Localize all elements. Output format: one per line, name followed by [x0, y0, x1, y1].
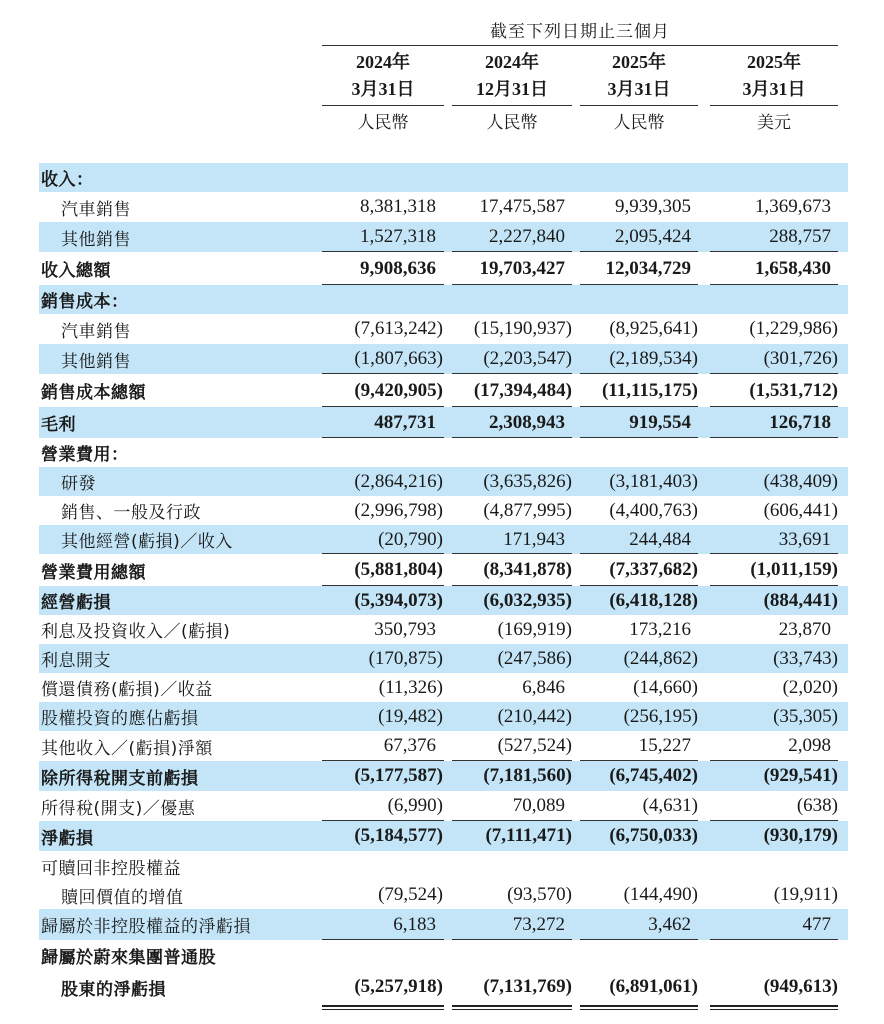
income-statement-table	[39, 163, 848, 1003]
table-row	[39, 971, 848, 1003]
cell-value: (256,195)	[623, 705, 698, 727]
cell-value: (301,726)	[763, 348, 838, 369]
cell-value: (247,586)	[497, 647, 572, 669]
cell-value: (527,524)	[497, 735, 572, 756]
cell-value: 1,527,318	[360, 226, 436, 247]
cell-value	[322, 438, 443, 467]
row-label: 可贖回非控股權益	[41, 858, 181, 879]
row-label: 研發	[61, 474, 96, 494]
table-row	[39, 851, 848, 881]
cell-value: (929,541)	[763, 765, 838, 786]
cell-value: (169,919)	[497, 618, 572, 640]
row-label: 收入總額	[41, 261, 111, 281]
cell-value: (210,442)	[497, 705, 572, 727]
column-year: 2025年	[747, 52, 801, 72]
cell-value: (930,179)	[763, 825, 838, 846]
row-label: 營業費用總額	[41, 562, 146, 583]
cell-value: (6,891,061)	[609, 976, 698, 997]
cell-value: 2,227,840	[489, 226, 565, 247]
cell-value	[580, 285, 698, 314]
cell-value: 919,554	[629, 411, 691, 433]
table-row	[39, 673, 848, 702]
total-double-rule	[580, 1005, 698, 1010]
table-row	[39, 285, 848, 314]
cell-value: (15,190,937)	[473, 318, 572, 339]
cell-value: 1,369,673	[755, 196, 831, 217]
table-row	[39, 644, 848, 673]
row-label: 毛利	[41, 415, 76, 435]
cell-value: (5,881,804)	[354, 559, 443, 580]
cell-value: 23,870	[778, 618, 831, 640]
cell-value	[710, 851, 838, 881]
cell-value	[452, 851, 572, 881]
row-label: 收入：	[41, 170, 94, 190]
row-label: 歸屬於蔚來集團普通股	[41, 948, 216, 968]
period-rule	[322, 45, 838, 46]
row-label: 其他經營(虧損)／收入	[61, 532, 233, 552]
cell-value	[452, 163, 572, 192]
column-year: 2024年	[485, 52, 539, 72]
cell-value: (11,115,175)	[601, 379, 698, 401]
total-double-rule	[452, 1005, 572, 1010]
cell-value: (2,203,547)	[483, 348, 572, 369]
table-row	[39, 252, 848, 285]
column-date: 12月31日	[476, 79, 548, 99]
cell-value	[322, 285, 443, 314]
table-row	[39, 586, 848, 615]
cell-value: (9,420,905)	[354, 379, 443, 401]
table-row	[39, 791, 848, 821]
cell-value: (170,875)	[368, 647, 443, 669]
column-year: 2024年	[356, 52, 410, 72]
cell-value: (3,635,826)	[483, 470, 572, 492]
cell-value: (20,790)	[378, 528, 443, 550]
table-row	[39, 467, 848, 496]
cell-value: (6,418,128)	[609, 589, 698, 611]
cell-value: (19,911)	[773, 884, 838, 905]
cell-value: (4,877,995)	[483, 499, 572, 521]
cell-value	[452, 940, 572, 971]
cell-value: 171,943	[503, 528, 565, 550]
table-row	[39, 615, 848, 644]
cell-value: 288,757	[769, 226, 831, 247]
cell-value: (1,011,159)	[750, 559, 838, 580]
cell-value	[322, 163, 443, 192]
table-row	[39, 407, 848, 438]
column-rule	[322, 105, 444, 106]
cell-value: 67,376	[383, 735, 436, 756]
cell-value: (1,229,986)	[749, 318, 838, 339]
cell-value: (2,189,534)	[609, 348, 698, 369]
column-currency: 人民幣	[486, 113, 538, 133]
table-row	[39, 821, 848, 851]
row-label: 銷售成本：	[41, 292, 129, 312]
cell-value	[322, 940, 443, 971]
cell-value: 8,381,318	[360, 196, 436, 217]
table-row	[39, 881, 848, 909]
cell-value: (14,660)	[633, 676, 698, 698]
cell-value: 477	[802, 913, 831, 935]
cell-value: (1,807,663)	[354, 348, 443, 369]
row-label: 營業費用：	[41, 445, 129, 465]
row-label: 利息及投資收入／(虧損)	[41, 622, 231, 642]
cell-value: 244,484	[629, 528, 691, 550]
cell-value: 70,089	[512, 795, 565, 816]
column-date: 3月31日	[607, 79, 671, 99]
cell-value: (7,613,242)	[354, 318, 443, 339]
table-row	[39, 761, 848, 791]
table-row	[39, 702, 848, 731]
cell-value: (638)	[796, 795, 838, 816]
cell-value: (7,131,769)	[483, 976, 572, 997]
column-rule	[710, 105, 838, 106]
column-rule	[452, 105, 572, 106]
cell-value: (6,745,402)	[609, 765, 698, 786]
cell-value: 6,846	[522, 676, 565, 698]
cell-value: (93,570)	[507, 884, 572, 905]
cell-value: 15,227	[638, 735, 691, 756]
cell-value	[452, 438, 572, 467]
table-row	[39, 163, 848, 192]
column-currency: 美元	[757, 113, 791, 133]
cell-value: 3,462	[648, 913, 691, 935]
cell-value: (4,631)	[642, 795, 698, 816]
cell-value: (7,181,560)	[483, 765, 572, 786]
table-row	[39, 525, 848, 554]
row-label: 償還債務(虧損)／收益	[41, 680, 213, 700]
cell-value: 126,718	[769, 411, 831, 433]
table-row	[39, 374, 848, 407]
table-row	[39, 314, 848, 344]
cell-value: (244,862)	[623, 647, 698, 669]
cell-value: (884,441)	[763, 589, 838, 611]
cell-value: 19,703,427	[479, 257, 565, 279]
table-row	[39, 222, 848, 252]
table-row	[39, 554, 848, 586]
cell-value: (17,394,484)	[473, 379, 572, 401]
cell-value: (8,341,878)	[483, 559, 572, 580]
cell-value: (7,337,682)	[609, 559, 698, 580]
column-header-2	[580, 49, 698, 138]
cell-value	[580, 163, 698, 192]
cell-value	[710, 163, 838, 192]
cell-value	[452, 285, 572, 314]
row-label: 淨虧損	[41, 828, 94, 849]
cell-value: (5,177,587)	[354, 765, 443, 786]
column-rule	[580, 105, 698, 106]
row-label: 其他收入／(虧損)淨額	[41, 738, 213, 759]
cell-value	[710, 438, 838, 467]
cell-value: (11,326)	[378, 676, 443, 698]
column-date: 3月31日	[351, 79, 415, 99]
column-year: 2025年	[612, 52, 666, 72]
row-label: 經營虧損	[41, 593, 111, 613]
column-currency: 人民幣	[613, 113, 665, 133]
column-date: 3月31日	[742, 79, 806, 99]
column-header-3	[710, 49, 838, 138]
row-label: 除所得稅開支前虧損	[41, 768, 199, 789]
cell-value: (8,925,641)	[609, 318, 698, 339]
column-header-0	[322, 49, 444, 138]
cell-value: (6,032,935)	[483, 589, 572, 611]
cell-value: (5,394,073)	[354, 589, 443, 611]
cell-value: 487,731	[374, 411, 436, 433]
cell-value	[580, 940, 698, 971]
cell-value: (4,400,763)	[609, 499, 698, 521]
cell-value: (606,441)	[763, 499, 838, 521]
cell-value: (7,111,471)	[485, 825, 572, 846]
cell-value: (2,864,216)	[354, 470, 443, 492]
total-double-rule	[710, 1005, 838, 1010]
column-currency: 人民幣	[357, 113, 409, 133]
row-label: 股權投資的應佔虧損	[41, 709, 199, 729]
cell-value: 12,034,729	[605, 257, 691, 279]
row-label: 所得稅(開支)／優惠	[41, 798, 196, 819]
cell-value: 1,658,430	[755, 257, 831, 279]
cell-value: (1,531,712)	[749, 379, 838, 401]
table-row	[39, 940, 848, 971]
row-label: 銷售成本總額	[41, 383, 146, 403]
cell-value: (19,482)	[378, 705, 443, 727]
cell-value: (949,613)	[763, 976, 838, 997]
cell-value: (6,990)	[387, 795, 443, 816]
row-label: 汽車銷售	[61, 321, 131, 342]
cell-value: (5,184,577)	[354, 825, 443, 846]
cell-value: (2,996,798)	[354, 499, 443, 521]
cell-value: 17,475,587	[479, 196, 565, 217]
cell-value: 73,272	[512, 913, 565, 935]
period-title: 截至下列日期止三個月	[490, 22, 670, 42]
cell-value: (144,490)	[623, 884, 698, 905]
row-label: 其他銷售	[61, 229, 131, 250]
cell-value: 33,691	[778, 528, 831, 550]
row-label: 贖回價值的增值	[61, 887, 184, 908]
cell-value	[580, 851, 698, 881]
table-row	[39, 192, 848, 222]
cell-value: 9,939,305	[615, 196, 691, 217]
cell-value: (3,181,403)	[609, 470, 698, 492]
row-label: 其他銷售	[61, 351, 131, 372]
cell-value: (35,305)	[773, 705, 838, 727]
table-row	[39, 344, 848, 374]
table-row	[39, 731, 848, 761]
cell-value: 173,216	[629, 618, 691, 640]
column-header-1	[452, 49, 572, 138]
cell-value	[710, 285, 838, 314]
row-label: 汽車銷售	[61, 199, 131, 220]
total-double-rule	[322, 1005, 444, 1010]
cell-value: (2,020)	[782, 676, 838, 698]
table-row	[39, 909, 848, 940]
cell-value: (5,257,918)	[354, 976, 443, 997]
cell-value	[710, 940, 838, 971]
cell-value: 9,908,636	[360, 257, 436, 279]
cell-value: 2,098	[788, 735, 831, 756]
cell-value: 2,308,943	[489, 411, 565, 433]
column-header	[0, 0, 884, 150]
cell-value	[322, 851, 443, 881]
row-label: 股東的淨虧損	[61, 979, 166, 1000]
row-label: 銷售、一般及行政	[61, 503, 201, 523]
cell-value: 6,183	[393, 913, 436, 935]
cell-value	[580, 438, 698, 467]
cell-value: 350,793	[374, 618, 436, 640]
row-label: 利息開支	[41, 651, 111, 671]
row-label: 歸屬於非控股權益的淨虧損	[41, 917, 251, 937]
cell-value: (79,524)	[378, 884, 443, 905]
cell-value: (33,743)	[773, 647, 838, 669]
table-row	[39, 496, 848, 525]
cell-value: (6,750,033)	[609, 825, 698, 846]
cell-value: 2,095,424	[615, 226, 691, 247]
cell-value: (438,409)	[763, 470, 838, 492]
table-row	[39, 438, 848, 467]
